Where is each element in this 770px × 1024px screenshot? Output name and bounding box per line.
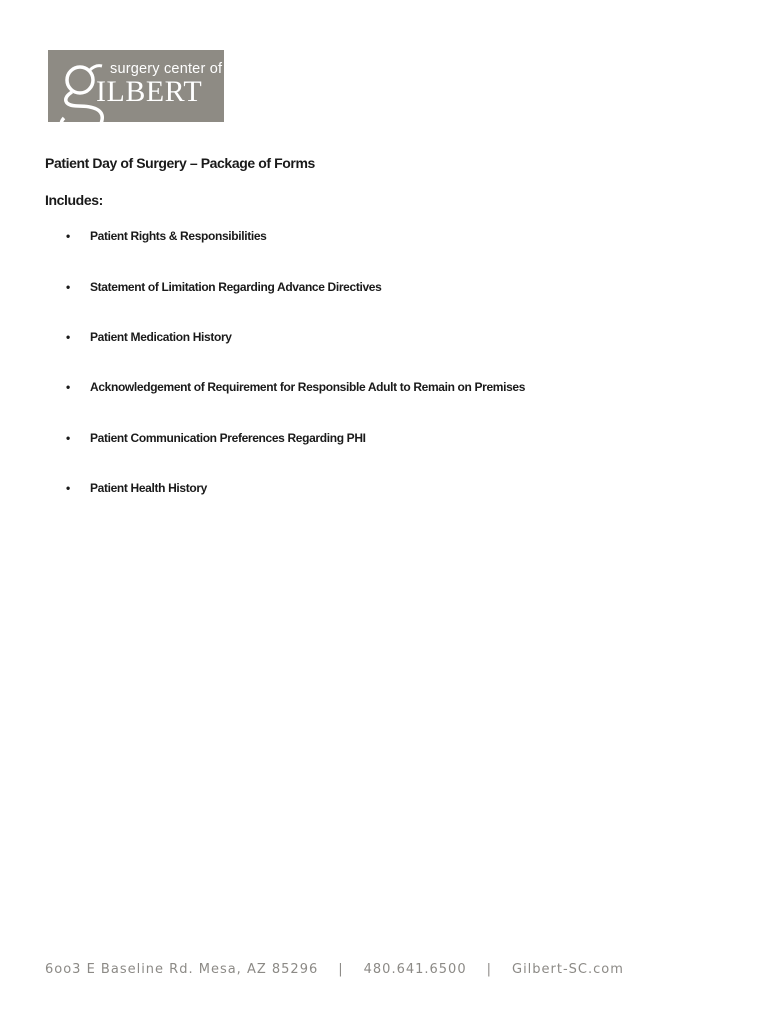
footer-separator: | bbox=[486, 962, 492, 977]
footer-phone: 480.641.6500 bbox=[363, 962, 467, 977]
footer-separator: | bbox=[338, 962, 344, 977]
includes-label: Includes: bbox=[45, 192, 103, 208]
logo bbox=[48, 50, 224, 122]
bullet-icon: • bbox=[66, 280, 71, 294]
list-item-label: Patient Communication Preferences Regarding PHI bbox=[90, 431, 366, 445]
list-item-label: Acknowledgement of Requirement for Responsible Adult to Remain on Premises bbox=[90, 380, 526, 394]
list-item-label: Patient Rights & Responsibilities bbox=[90, 229, 267, 243]
bullet-icon: • bbox=[66, 431, 71, 445]
bullet-icon: • bbox=[66, 380, 71, 394]
logo-tagline: surgery center of bbox=[110, 61, 223, 77]
bullet-icon: • bbox=[66, 330, 71, 344]
logo-wordmark: ILBERT bbox=[96, 75, 203, 108]
document-title: Patient Day of Surgery – Package of Forms bbox=[45, 155, 315, 171]
footer-website: Gilbert-SC.com bbox=[512, 962, 624, 977]
list-item-label: Patient Health History bbox=[90, 481, 207, 495]
footer bbox=[45, 962, 624, 977]
list-item-label: Statement of Limitation Regarding Advance Directives bbox=[90, 280, 382, 294]
bullet-icon: • bbox=[66, 481, 71, 495]
footer-address: 6oo3 E Baseline Rd. Mesa, AZ 85296 bbox=[45, 962, 319, 977]
list-item-label: Patient Medication History bbox=[90, 330, 232, 344]
bullet-icon: • bbox=[66, 229, 71, 243]
